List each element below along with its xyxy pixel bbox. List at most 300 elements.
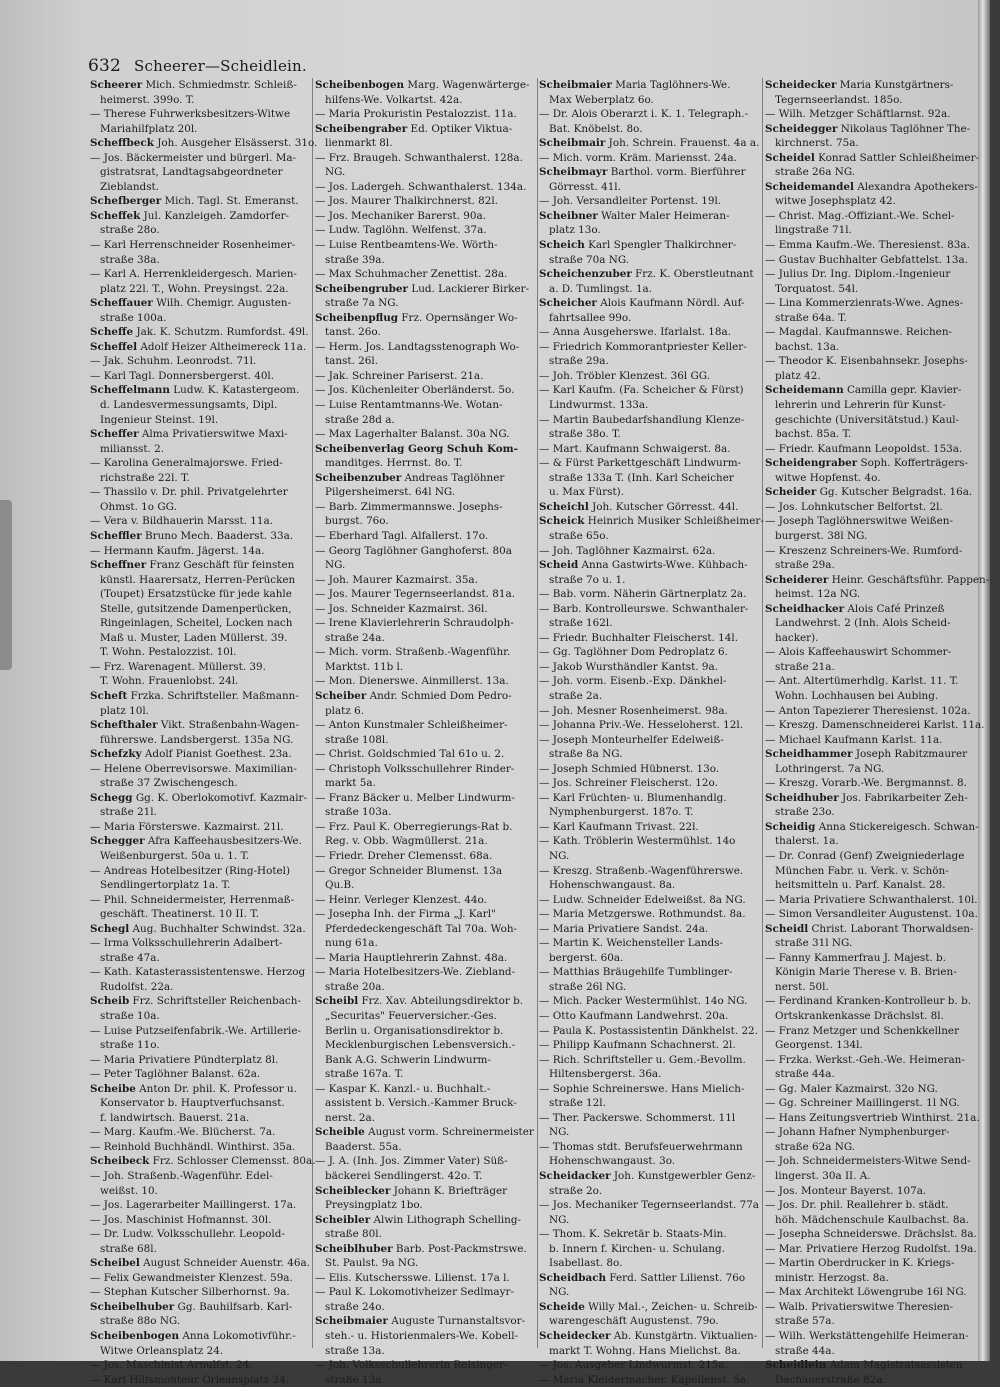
directory-entry-line <box>315 223 537 238</box>
entry-surname: Scheichenzuber <box>539 268 632 281</box>
entry-text: — Sophie Schreinerswe. Hans Mielich- <box>539 1082 745 1095</box>
entry-text: thalerst. 1a. <box>775 835 839 848</box>
directory-entry-line <box>539 529 761 544</box>
directory-entry-line <box>765 1198 985 1213</box>
directory-entry-line <box>315 1285 537 1300</box>
directory-entry-line <box>765 1169 985 1184</box>
directory-entry-line <box>90 427 312 442</box>
directory-entry-line <box>765 965 985 980</box>
directory-entry-line <box>90 820 312 835</box>
directory-entry-line <box>315 878 537 893</box>
entry-text: — Gg. Maler Kazmairst. 32o NG. <box>765 1082 938 1095</box>
entry-text: straße 47a. <box>100 951 160 964</box>
entry-surname: Scheibler <box>315 1213 371 1226</box>
directory-entry-line <box>315 354 537 369</box>
directory-entry-line <box>539 616 761 631</box>
entry-text: Tegernseerlandst. 185o. <box>775 93 903 106</box>
entry-text: bergerst. 60a. <box>549 951 624 964</box>
entry-text: Adolf Heizer Altheimereck 11a. <box>137 340 307 353</box>
directory-entry-line <box>90 864 312 879</box>
directory-entry-line <box>539 325 761 340</box>
directory-entry-line <box>765 747 985 762</box>
entry-text: — Friedr. Kaufmann Leopoldst. 153a. <box>765 442 963 455</box>
directory-entry-line <box>539 558 761 573</box>
directory-entry-line <box>315 1111 537 1126</box>
entry-surname: Scheibengraber <box>315 122 408 135</box>
directory-entry-line <box>90 325 312 340</box>
entry-surname: Scheid <box>539 559 579 572</box>
entry-surname: Scheibmayr <box>539 166 608 179</box>
entry-text: — Max Architekt Löwengrube 16l NG. <box>765 1286 967 1299</box>
entry-text: — Paula K. Postassistentin Dänkhelst. 22. <box>539 1024 758 1037</box>
directory-entry-line <box>315 834 537 849</box>
entry-text: Zieblandst. <box>100 180 160 193</box>
directory-entry-line <box>765 1213 985 1228</box>
entry-text: — Joh. Maurer Kazmairst. 35a. <box>315 573 478 586</box>
entry-text: Wohn. Lochhausen bei Aubing. <box>775 689 939 702</box>
directory-entry-line <box>765 325 985 340</box>
directory-entry-line <box>539 980 761 995</box>
directory-entry-line <box>90 1053 312 1068</box>
directory-entry-line <box>539 733 761 748</box>
entry-text: Marktst. 11b l. <box>325 660 404 673</box>
directory-entry-line <box>765 514 985 529</box>
entry-text: — Paul K. Lokomotivheizer Sedlmayr- <box>315 1286 514 1299</box>
directory-entry-line <box>539 1154 761 1169</box>
directory-entry-line <box>765 209 985 224</box>
entry-text: straße 11o. <box>100 1039 160 1052</box>
directory-entry-line <box>315 1053 537 1068</box>
entry-text: Baaderst. 55a. <box>325 1140 402 1153</box>
entry-text: straße 13a. <box>325 1373 385 1386</box>
directory-entry-line <box>539 267 761 282</box>
entry-text: — Joh. vorm. Eisenb.-Exp. Dänkhel- <box>539 675 727 688</box>
entry-text: Frzka. Schriftsteller. Maßmann- <box>127 689 299 702</box>
entry-text: Frz. K. Oberstleutnant <box>631 268 754 281</box>
entry-text: — Jos. Maschinist Arnulfst. 24. <box>90 1359 253 1372</box>
directory-entry-line <box>315 965 537 980</box>
entry-text: straße 38o. T. <box>549 428 621 441</box>
directory-entry-line <box>539 514 764 529</box>
entry-text: — Luise Putzseifenfabrik.-We. Artillerie- <box>90 1024 302 1037</box>
directory-entry-line <box>315 194 537 209</box>
entry-text: — Anna Ausgeherswe. Ifarlalst. 18a. <box>539 326 731 339</box>
entry-text: — Maria Hotelbesitzers-We. Ziebland- <box>315 966 516 979</box>
entry-text: — & Fürst Parkettgeschäft Lindwurm- <box>539 457 742 470</box>
directory-entry-line <box>765 980 985 995</box>
directory-entry-line <box>539 282 761 297</box>
entry-text: Wilh. Chemigr. Augusten- <box>152 297 292 310</box>
entry-text: — Rich. Schriftsteller u. Gem.-Bevollm. <box>539 1053 746 1066</box>
entry-text: NG. <box>325 166 346 179</box>
page-header <box>88 56 307 76</box>
entry-text: — Michael Kaufmann Karlst. 11a. <box>765 733 943 746</box>
directory-entry-line <box>90 485 312 500</box>
entry-text: Pilgersheimerst. 64l NG. <box>325 486 456 499</box>
entry-text: — Jos. Küchenleiter Oberländerst. 5o. <box>315 384 515 397</box>
entry-text: straße 39a. <box>325 253 385 266</box>
entry-text: (Toupet) Ersatzstücke für jede kahle <box>100 588 292 601</box>
directory-entry-line <box>539 602 761 617</box>
entry-text: — Jos. Lagerarbeiter Maillingerst. 17a. <box>90 1199 297 1212</box>
entry-text: — Gregor Schneider Blumenst. 13a <box>315 864 503 877</box>
entry-text: Görresst. 41l. <box>549 180 621 193</box>
entry-surname: Scheiblhuber <box>315 1242 393 1255</box>
entry-surname: Scheidlein <box>765 1359 827 1372</box>
directory-entry-line <box>90 471 312 486</box>
entry-text: Max Weberplatz 6o. <box>549 93 654 106</box>
entry-text: — Frz. Braugeh. Schwanthalerst. 128a. <box>315 151 523 164</box>
directory-entry-line <box>315 791 537 806</box>
entry-text: straße 21l. <box>100 806 157 819</box>
directory-entry-line <box>90 762 312 777</box>
directory-entry-line <box>315 936 537 951</box>
directory-entry-line <box>765 442 985 457</box>
entry-text: „Securitas" Feuerversicher.-Ges. <box>325 1010 497 1022</box>
directory-entry-line <box>539 994 761 1009</box>
entry-text: straße 26a NG. <box>775 166 856 179</box>
entry-text: Afra Kaffeehausbesitzers-We. <box>144 835 302 848</box>
directory-entry-line <box>315 1067 537 1082</box>
directory-entry-line <box>90 1300 312 1315</box>
entry-text: — Joseph Monteurhelfer Edelweiß- <box>539 733 724 746</box>
entry-text: Mich. Tagl. St. Emeranst. <box>161 195 299 208</box>
directory-entry-line <box>765 660 985 675</box>
entry-text: Lud. Lackierer Birker- <box>408 282 530 295</box>
directory-entry-line <box>315 820 537 835</box>
directory-entry-line <box>90 209 312 224</box>
entry-text: — Philipp Kaufmann Schachnerst. 2l. <box>539 1039 736 1052</box>
entry-text: Weißenburgerst. 50a u. 1. T. <box>100 849 250 862</box>
entry-text: — Jos. Schreiner Fleischerst. 12o. <box>539 777 718 790</box>
entry-text: Ed. Optiker Viktua- <box>407 122 513 135</box>
entry-surname: Scheibe <box>90 1082 136 1095</box>
directory-entry-line <box>90 1344 312 1359</box>
entry-text: — Franz Bäcker u. Melber Lindwurm- <box>315 791 515 804</box>
directory-entry-line <box>539 1358 761 1373</box>
entry-text: — Jos. Bäckermeister und bürgerl. Ma- <box>90 151 297 164</box>
entry-text: platz 13o. <box>549 224 601 237</box>
entry-text: Alois Kaufmann Nördl. Auf- <box>596 297 745 310</box>
entry-text: führerswe. Landsbergerst. 135a NG. <box>100 733 294 746</box>
directory-entry-line <box>539 1184 761 1199</box>
directory-entry-line <box>315 762 537 777</box>
entry-text: Anton Dr. phil. K. Professor u. <box>135 1082 297 1095</box>
entry-text: straße 12l. <box>549 1097 606 1110</box>
entry-text: — Maria Försterswe. Kazmairst. 21l. <box>90 820 284 833</box>
directory-entry-line <box>765 907 985 922</box>
directory-entry-line <box>539 107 761 122</box>
directory-entry-line <box>765 1009 985 1024</box>
entry-text: Jos. Fabrikarbeiter Zeh- <box>838 791 968 804</box>
entry-surname: Scheibmaier <box>539 79 612 91</box>
directory-entry-line <box>765 93 985 108</box>
entry-text: Ab. Kunstgärtn. Viktualien- <box>610 1330 758 1343</box>
directory-entry-line <box>315 456 537 471</box>
entry-text: — Christ. Mag.-Offiziant.-We. Schel- <box>765 209 955 222</box>
entry-text: — Martin Oberdrucker in K. Kriegs- <box>765 1257 955 1270</box>
directory-entry-line <box>90 514 312 529</box>
directory-entry-line <box>765 1358 985 1373</box>
directory-entry-line <box>90 151 312 166</box>
entry-text: platz 42. <box>775 369 821 382</box>
directory-entry-line <box>90 936 312 951</box>
directory-entry-line <box>765 340 985 355</box>
directory-entry-line <box>315 951 537 966</box>
directory-entry-line <box>539 369 761 384</box>
directory-entry-line <box>765 674 985 689</box>
directory-entry-line <box>90 93 312 108</box>
directory-entry-line <box>539 1344 761 1359</box>
entry-text: Pferdedeckengeschäft Tal 70a. Woh- <box>325 922 518 935</box>
entry-text: richstraße 22l. T. <box>100 471 190 484</box>
directory-entry-line <box>539 587 761 602</box>
entry-surname: Schegger <box>90 835 145 848</box>
directory-entry-line <box>539 1082 761 1097</box>
directory-entry-line <box>539 122 761 137</box>
entry-text: Frz. Schriftsteller Reichenbach- <box>129 995 301 1008</box>
entry-text: — Bab. vorm. Näherin Gärtnerplatz 2a. <box>539 588 747 601</box>
directory-entry-line <box>90 674 312 689</box>
directory-entry-line <box>765 1329 985 1344</box>
entry-text: — Peter Taglöhner Balanst. 62a. <box>90 1068 261 1081</box>
entry-text: steh.- u. Historienmalers-We. Kobell- <box>325 1330 519 1343</box>
directory-entry-line <box>765 1096 985 1111</box>
directory-entry-line <box>90 791 312 806</box>
directory-entry-line <box>315 471 537 486</box>
directory-entry-line <box>765 878 985 893</box>
entry-text: St. Paulst. 9a NG. <box>325 1257 419 1270</box>
directory-entry-line <box>315 383 537 398</box>
directory-entry-line <box>539 645 761 660</box>
directory-entry-line <box>315 413 537 428</box>
directory-entry-line <box>90 1184 312 1199</box>
directory-entry-line <box>90 1285 312 1300</box>
entry-text: Reg. v. Obb. Wagmüllerst. 21a. <box>325 835 488 848</box>
directory-entry-line <box>539 660 761 675</box>
directory-entry-line <box>765 1373 985 1387</box>
entry-text: straße 2o. <box>549 1184 603 1197</box>
directory-entry-line <box>90 1358 312 1373</box>
entry-text: Adolf Pianist Goethest. 23a. <box>141 748 292 761</box>
directory-entry-line <box>315 529 537 544</box>
entry-text: — Otto Kaufmann Landwehrst. 20a. <box>539 1010 729 1022</box>
entry-text: Adam Magistratsassisten <box>826 1359 963 1372</box>
directory-entry-line <box>315 1256 537 1271</box>
entry-text: geschichte (Universitätstud.) Kaul- <box>775 413 960 426</box>
entry-text: burgerst. 38l NG. <box>775 529 868 542</box>
entry-text: — Herm. Jos. Landtagsstenograph Wo- <box>315 340 520 353</box>
entry-text: — Josepha Schneiderswe. Drächslst. 8a. <box>765 1228 977 1241</box>
entry-text: — Matthias Bräugehilfe Tumblinger- <box>539 966 733 979</box>
directory-entry-line <box>315 674 537 689</box>
directory-entry-line <box>90 1213 312 1228</box>
directory-entry-line <box>315 660 537 675</box>
entry-text: Joh. Kutscher Görresst. 44l. <box>588 500 739 513</box>
directory-entry-line <box>315 1271 537 1286</box>
entry-text: Alois Café Prinzeß <box>844 602 945 615</box>
directory-entry-line <box>90 253 312 268</box>
entry-text: — Felix Gewandmeister Klenzest. 59a. <box>90 1271 293 1284</box>
entry-surname: Scheffel <box>90 340 138 353</box>
entry-text: straße 167a. T. <box>325 1068 404 1081</box>
directory-entry-line <box>765 820 985 835</box>
entry-surname: Scheiblecker <box>315 1184 391 1197</box>
directory-entry-line <box>315 1169 537 1184</box>
directory-entry-line <box>765 1256 985 1271</box>
directory-entry-line <box>315 514 537 529</box>
entry-surname: Scheib <box>90 995 130 1008</box>
entry-text: August Schneider Auenstr. 46a. <box>139 1257 310 1270</box>
directory-entry-line <box>90 78 312 93</box>
entry-text: bäckerei Sendlingerst. 42o. T. <box>325 1170 483 1183</box>
entry-text: nerst. 50l. <box>775 980 829 993</box>
directory-entry-line <box>765 1344 985 1359</box>
entry-surname: Scheichl <box>539 500 589 513</box>
directory-entry-line <box>90 965 312 980</box>
entry-text: T. Wohn. Frauenlobst. 24l. <box>100 675 239 688</box>
entry-text: — Joseph Taglöhnerswitwe Weißen- <box>765 515 953 528</box>
directory-entry-line <box>765 689 985 704</box>
entry-text: Konservator b. Hauptverfuchsanst. <box>100 1097 285 1110</box>
directory-entry-line <box>765 165 985 180</box>
entry-text: — Martin K. Weichensteller Lands- <box>539 937 724 950</box>
directory-entry-line <box>315 180 537 195</box>
entry-text: weißst. 10. <box>100 1184 158 1197</box>
entry-text: — Maria Privatiere Schwanthalerst. 10l. <box>765 893 978 906</box>
entry-text: — Fanny Kammerfrau J. Majest. b. <box>765 951 946 964</box>
entry-text: Rudolfst. 22a. <box>100 980 174 993</box>
directory-entry-line <box>765 354 985 369</box>
entry-surname: Scheibelhuber <box>90 1300 175 1313</box>
entry-text: — Luise Rentamtmanns-We. Wotan- <box>315 399 503 412</box>
directory-entry-line <box>315 1009 537 1024</box>
directory-entry-line <box>315 1358 537 1373</box>
directory-entry-line <box>315 1154 537 1169</box>
directory-entry-line <box>90 180 312 195</box>
directory-entry-line <box>539 1314 761 1329</box>
entry-surname: Scheibenpflug <box>315 311 399 324</box>
directory-entry-line <box>539 1169 761 1184</box>
entry-text: Maria Taglöhners-We. <box>611 79 731 91</box>
column-4 <box>765 78 990 1386</box>
directory-entry-line <box>90 660 312 675</box>
entry-surname: Schegg <box>90 791 133 804</box>
directory-entry-line <box>765 1314 985 1329</box>
directory-entry-line <box>539 689 761 704</box>
directory-entry-line <box>765 849 985 864</box>
directory-entry-line <box>539 93 761 108</box>
directory-entry-line <box>315 165 537 180</box>
entry-text: — Walb. Privatierswitwe Theresien- <box>765 1300 954 1313</box>
entry-text: — Martin Baubedarfshandlung Klenze- <box>539 413 745 426</box>
directory-entry-line <box>539 383 761 398</box>
entry-text: — Therese Fuhrwerksbesitzers-Witwe <box>90 108 291 121</box>
entry-text: — Karl A. Herrenkleidergesch. Marien- <box>90 268 297 281</box>
entry-text: Auguste Turnanstaltsvor- <box>387 1315 526 1328</box>
entry-text: — Joh. Mesner Rosenheimerst. 98a. <box>539 704 728 717</box>
directory-entry-line <box>315 893 537 908</box>
directory-entry-line <box>539 951 761 966</box>
directory-entry-line <box>90 776 312 791</box>
entry-surname: Scheiderer <box>765 573 829 586</box>
entry-text: — J. A. (Inh. Jos. Zimmer Vater) Süß- <box>315 1155 508 1168</box>
entry-text: Karl Spengler Thalkirchner- <box>584 239 737 252</box>
directory-entry-line <box>539 631 761 646</box>
entry-text: Gg. Kutscher Belgradst. 16a. <box>816 486 973 499</box>
entry-text: straße 26l NG. <box>549 980 627 993</box>
directory-entry-line <box>539 573 761 588</box>
entry-surname: Scheffer <box>90 428 139 441</box>
directory-entry-line <box>315 1140 537 1155</box>
directory-entry-line <box>90 398 312 413</box>
entry-text: T. Wohn. Pestalozzist. 10l. <box>100 646 237 659</box>
entry-text: NG. <box>549 849 570 862</box>
entry-text: bachst. 13a. <box>775 340 840 353</box>
directory-entry-line <box>539 354 761 369</box>
entry-text: — Maria Kleidermacher. Kapellenst. 5a. <box>539 1373 750 1386</box>
directory-entry-line <box>315 544 537 559</box>
entry-text: NG. <box>549 1286 570 1299</box>
directory-entry-line <box>90 442 312 457</box>
directory-entry-line <box>90 1198 312 1213</box>
directory-entry-line <box>765 1140 985 1155</box>
directory-entry-line <box>315 311 537 326</box>
entry-text: Frz. Schlosser Clemensst. 80a. <box>149 1155 316 1168</box>
directory-entry-line <box>90 834 312 849</box>
directory-entry-line <box>539 1067 761 1082</box>
directory-entry-line <box>90 631 312 646</box>
directory-entry-line <box>315 209 537 224</box>
directory-entry-line <box>539 442 761 457</box>
entry-text: Joseph Rabitzmaurer <box>852 748 968 761</box>
entry-text: München Fabr. u. Verk. v. Schön- <box>775 864 949 877</box>
entry-surname: Scheidhacker <box>765 602 845 615</box>
entry-text: straße 28o. <box>100 224 160 237</box>
entry-text: straße 88o NG. <box>100 1315 181 1328</box>
directory-entry-line <box>765 500 985 515</box>
entry-surname: Scheibmaier <box>315 1315 388 1328</box>
entry-text: Anna Lokomotivführ.- <box>179 1330 296 1343</box>
entry-text: lehrerin und Lehrerin für Kunst- <box>775 399 946 412</box>
entry-text: kirchnerst. 75a. <box>775 137 859 150</box>
entry-text: platz 10l. <box>100 704 149 717</box>
directory-entry-line <box>315 689 537 704</box>
entry-text: August vorm. Schreinermeister <box>364 1126 534 1139</box>
entry-text: — Frz. Paul K. Oberregierungs-Rat b. <box>315 820 513 833</box>
directory-entry-line <box>765 223 985 238</box>
entry-text: Ohmst. 1o GG. <box>100 500 177 513</box>
directory-entry-line <box>539 907 761 922</box>
directory-entry-line <box>315 369 537 384</box>
entry-text: nung 61a. <box>325 937 378 950</box>
entry-surname: Scheerer <box>90 79 143 91</box>
directory-entry-line <box>765 1111 985 1126</box>
directory-entry-line <box>765 936 985 951</box>
entry-text: NG. <box>325 559 346 572</box>
directory-entry-line <box>765 253 985 268</box>
directory-entry-line <box>539 1198 761 1213</box>
entry-text: Nymphenburgerst. 187o. T. <box>549 806 694 819</box>
entry-text: Konrad Sattler Schleißheimer- <box>814 151 980 164</box>
directory-entry-line <box>539 456 761 471</box>
entry-text: u. Max Fürst). <box>549 486 625 499</box>
directory-entry-line <box>90 529 312 544</box>
entry-text: Aug. Buchhalter Schwindst. 32a. <box>129 922 306 935</box>
directory-entry-line <box>539 296 761 311</box>
directory-entry-line <box>765 631 985 646</box>
entry-text: — Eberhard Tagl. Alfallerst. 17o. <box>315 529 489 542</box>
